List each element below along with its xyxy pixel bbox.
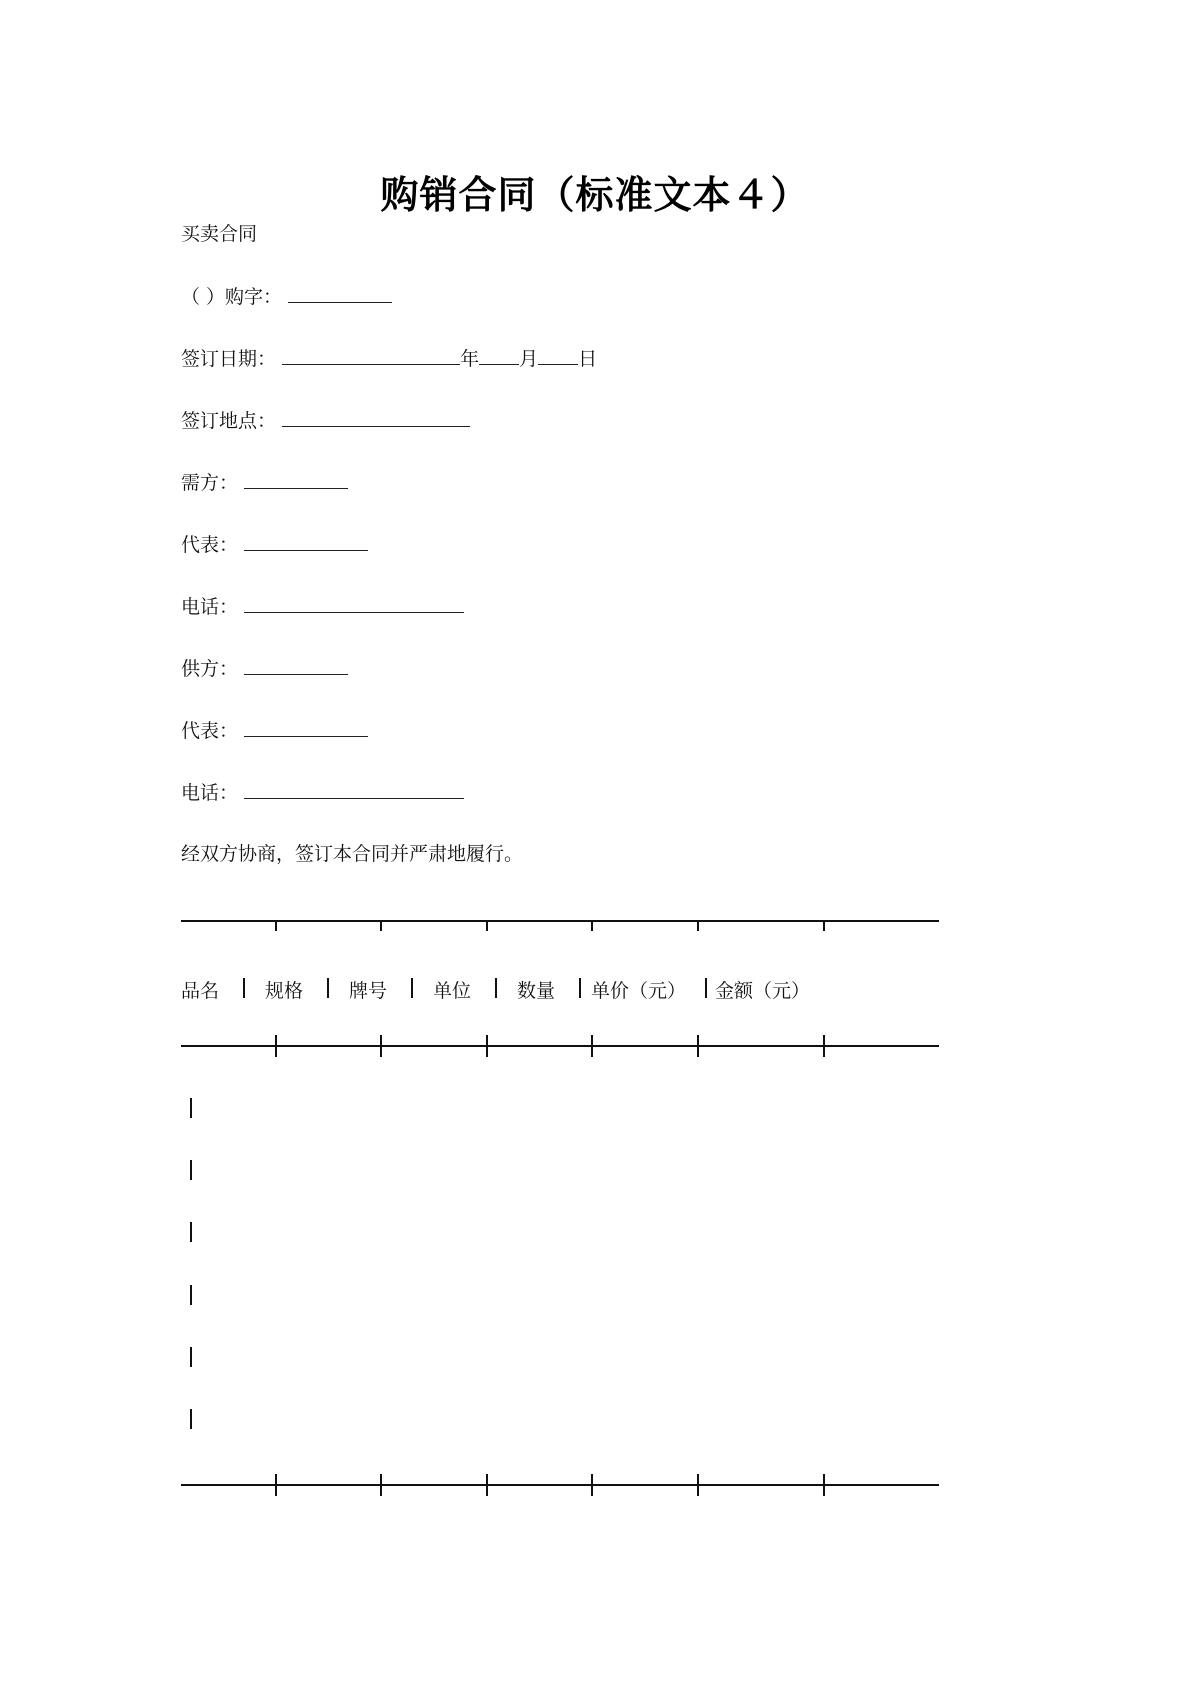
buyer-phone-row xyxy=(181,594,464,619)
buyer-phone-blank[interactable] xyxy=(244,594,464,613)
column-separator xyxy=(411,978,413,998)
column-separator xyxy=(327,978,329,998)
rule-tick xyxy=(697,921,699,931)
document-title: 购销合同（标准文本４） xyxy=(380,172,810,217)
header-spec: 规格 xyxy=(265,980,304,1002)
table-header-rule xyxy=(181,1045,939,1047)
rule-tick xyxy=(275,921,277,931)
rule-cross xyxy=(823,1474,825,1496)
rule-tick xyxy=(380,921,382,931)
header-unit: 单位 xyxy=(433,980,472,1002)
sign-date-day-blank[interactable] xyxy=(538,346,578,365)
contract-number-row xyxy=(181,284,392,309)
seller-phone-row xyxy=(181,780,464,805)
rule-cross xyxy=(380,1035,382,1057)
rule-cross xyxy=(591,1035,593,1057)
rule-tick xyxy=(823,921,825,931)
buyer-rep-blank[interactable] xyxy=(244,532,368,551)
seller-rep-row xyxy=(181,718,368,743)
empty-table-row[interactable] xyxy=(190,1098,192,1118)
rule-cross xyxy=(591,1474,593,1496)
rule-cross xyxy=(275,1474,277,1496)
agreement-text: 经双方协商，签订本合同并严肃地履行。 xyxy=(181,843,524,865)
header-brand: 牌号 xyxy=(349,980,388,1002)
table-bottom-rule xyxy=(181,1484,939,1486)
year-label: 年 xyxy=(460,348,480,370)
day-label: 日 xyxy=(578,348,598,370)
seller-label: 供方： xyxy=(181,658,239,680)
sign-date-row xyxy=(181,346,597,371)
column-separator xyxy=(243,978,245,998)
rule-cross xyxy=(697,1035,699,1057)
sign-place-row xyxy=(181,408,470,433)
sign-place-label: 签订地点： xyxy=(181,410,277,432)
buyer-label: 需方： xyxy=(181,472,239,494)
header-quantity: 数量 xyxy=(517,980,556,1002)
column-separator xyxy=(495,978,497,998)
seller-phone-label: 电话： xyxy=(181,782,239,804)
rule-tick xyxy=(591,921,593,931)
buyer-blank[interactable] xyxy=(244,470,348,489)
column-separator xyxy=(579,978,581,998)
seller-rep-label: 代表： xyxy=(181,720,239,742)
empty-table-row[interactable] xyxy=(190,1285,192,1305)
buyer-row xyxy=(181,470,348,495)
table-top-rule xyxy=(181,920,939,922)
rule-tick xyxy=(486,921,488,931)
seller-phone-blank[interactable] xyxy=(244,780,464,799)
header-unit-price: 单价（元） xyxy=(591,980,687,1002)
rule-cross xyxy=(486,1035,488,1057)
month-label: 月 xyxy=(519,348,539,370)
empty-table-row[interactable] xyxy=(190,1160,192,1180)
document-subtitle: 买卖合同 xyxy=(181,223,258,245)
rule-cross xyxy=(486,1474,488,1496)
contract-number-blank[interactable] xyxy=(288,284,392,303)
header-amount: 金额（元） xyxy=(715,980,811,1002)
sign-date-label: 签订日期： xyxy=(181,348,277,370)
empty-table-row[interactable] xyxy=(190,1347,192,1367)
seller-rep-blank[interactable] xyxy=(244,718,368,737)
contract-number-label: （ ）购字： xyxy=(181,286,283,308)
rule-cross xyxy=(697,1474,699,1496)
rule-cross xyxy=(275,1035,277,1057)
buyer-rep-row xyxy=(181,532,368,557)
empty-table-row[interactable] xyxy=(190,1409,192,1429)
column-separator xyxy=(705,978,707,998)
sign-date-month-blank[interactable] xyxy=(479,346,519,365)
sign-place-blank[interactable] xyxy=(282,408,470,427)
buyer-rep-label: 代表： xyxy=(181,534,239,556)
buyer-phone-label: 电话： xyxy=(181,596,239,618)
seller-row xyxy=(181,656,348,681)
rule-cross xyxy=(380,1474,382,1496)
rule-cross xyxy=(823,1035,825,1057)
seller-blank[interactable] xyxy=(244,656,348,675)
empty-table-row[interactable] xyxy=(190,1222,192,1242)
header-product-name: 品名 xyxy=(181,980,220,1002)
sign-date-year-blank[interactable] xyxy=(282,346,460,365)
